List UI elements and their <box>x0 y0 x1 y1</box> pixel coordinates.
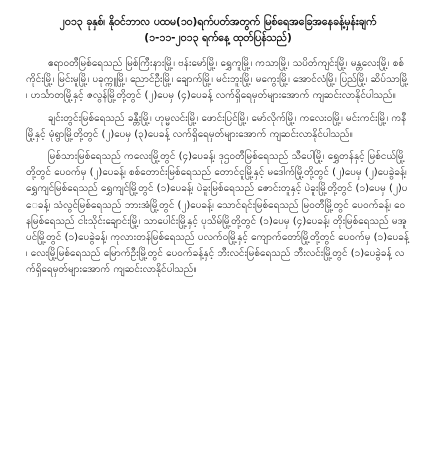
document-subtitle-date: (၁-၁၁-၂၀၁၃ ရက်နေ့ ထုတ်ပြန်သည်) <box>144 32 292 44</box>
paragraph-ayeyarwady: ဧရာဝတီမြစ်ရေသည် မြစ်ကြီးနားမြို့၊ ဗန်းမော်မြို့၊ ရွှေကူမြို့၊ ကသာမြို့၊ သပိတ်ကျင်းမြို့၊ မန္တလေးမြို့၊ စစ်ကိုင်းမြို့၊ မြင်းမူမြို့၊ ပခုက္ကူမြို့၊ ညောင်ဦးမြို့၊ ချောက်မြို့၊ မင်းဘူးမြို့၊ မကွေးမြို့၊ အောင်လံမြို့၊ ပြည်မြို့၊ ဆိပ်သာမြို့၊ ဟင်္သာတမြို့နှင့် ဇလွန်မြို့တို့တွင် (၂)ပေမှ (၄)ပေခန့် လက်ရှိရေမှတ်များအောက် ကျဆင်းလာနိုင်ပါသည်။ <box>26 58 409 102</box>
document-title: ၂၀၁၃ ခုနှစ်၊ နိုဝင်ဘာလ ပထမ(၁၀)ရက်ပတ်အတွက် မြစ်ရေအခြေအနေခန့်မှန်းချက် <box>59 16 377 28</box>
paragraph-other-rivers: မြစ်သားမြစ်ရေသည် ကလေးမြို့တွင် (၄)ပေခန့်၊ ဒုဌဝတီမြစ်ရေသည် သီပေါမြို့၊ ရွှေတန်နှင့် မြစ်ငယ်မြို့တို့တွင် ပေဝက်မှ (၂)ပေခန့်၊ စစ်တောင်းမြစ်ရေသည် တောင်ငူမြို့နှင့် မဒေါက်မြို့တို့တွင် (၂)ပေမှ (၂)ပေခွဲခန့်၊ ရွှေကျင်မြစ်ရေသည် ရွှေကျင်မြို့တွင် (၁)ပေခန့်၊ ပဲခူးမြစ်ရေသည် ဇောင်းတူနှင့် ပဲခူးမြို့တို့တွင် (၁)ပေမှ (၂)ပေခန့်၊ သံလွင်မြစ်ရေသည် ဘားအံမြို့တွင် (၂)ပေခန့်၊ သောင်ရင်းမြစ်ရေသည် မြဝတီမြို့တွင် ပေဝက်ခန့်၊ ဝေနမြစ်ရေသည် ငါးသိုင်းချောင်းမြို့၊ သာပေါင်းမြို့နှင့် ပုသိမ်မြို့တို့တွင် (၁)ပေမှ (၄)ပေခန့်၊ တိုးမြစ်ရေသည် မအူပင်မြို့တွင် (၁)ပေခွဲခန့်၊ ကုလားတန်မြစ်ရေသည် ပလက်ဝမြို့နှင့် ကျောက်တော်မြို့တို့တွင် ပေဝက်မှ (၁)ပေခန့်၊ လေးမြို့မြစ်ရေသည် မြောက်ဦးမြို့တွင် ပေဝက်ခန့်နှင့် ဘီးလင်းမြစ်ရေသည် ဘီးလင်းမြို့တွင် (၁)ပေခွဲခန့် လက်ရှိရေမှတ်များအောက် ကျဆင်းလာနိုင်ပါသည်။ <box>26 151 410 276</box>
paragraph-chindwin: ချင်းတွင်းမြစ်ရေသည် ခန္တီးမြို့၊ ဟုမ္မလင်းမြို့၊ ဖောင်းပြင်မြို့၊ မော်လိုက်မြို့၊ ကလေးဝမြို့၊ မင်းကင်းမြို့၊ ကနီမြို့နှင့် မုံရွာမြို့တို့တွင် (၂)ပေမှ (၃)ပေခန့် လက်ရှိရေမှတ်များအောက် ကျဆင်းလာနိုင်ပါသည်။ <box>26 112 407 140</box>
